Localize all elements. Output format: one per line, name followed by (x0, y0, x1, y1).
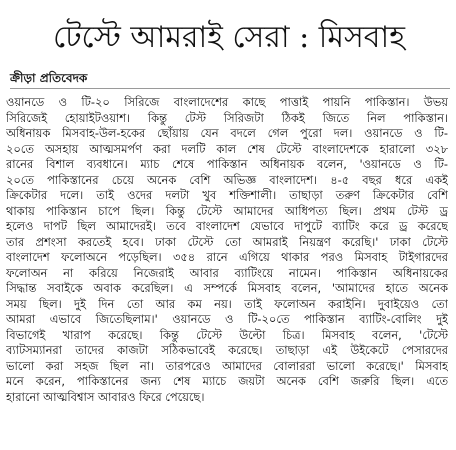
article-line: রানের বিশাল ব্যবধানে। ম্যাচ শেষে পাকিস্তান অধিনায়ক বলেন, 'ওয়ানডে ও টি- (6, 157, 448, 171)
article-line: থাকায় পাকিস্তান চাপে ছিল। কিন্তু টেস্টে আমাদের আধিপত্য ছিল। প্রথম টেস্ট ড্র (6, 203, 448, 218)
article-line: ক্রিকেটার দলে। তাই ওদের দলটা খুব শক্তিশালী। তাছাড়া তরুণ ক্রিকেটার বেশি (6, 188, 448, 202)
article-line: ফলোঅন না করিয়ে নিজেরাই আবার ব্যাটিংয়ে নামেন। পাকিস্তান অধিনায়কের (6, 265, 448, 280)
article-line: আমরা এভাবে জিতেছিলাম।' ওয়ানডে ও টি-২০তে পাকিস্তান ব্যাটিং-বোলিং দুই (6, 312, 448, 326)
article-line: বিভাগেই খারাপ করেছে। কিন্তু টেস্টে উল্টো চিত্র। মিসবাহ বলেন, 'টেস্টে (6, 327, 448, 342)
article-line: মনে করেন, পাকিস্তানের জন্য শেষ ম্যাচে জয়টা অনেক বেশি জরুরি ছিল। এতে (6, 374, 448, 388)
article-line: হলেও দাপট ছিল আমাদেরই। তবে বাংলাদেশ যেভাবে দাপুটে ব্যাটিং করে ড্র করেছে (6, 219, 448, 233)
article-line: ভালো করা সহজ ছিল না। তারপরেও আমাদের বোলাররা ভালো করেছে।' মিসবাহ (6, 358, 448, 373)
article-line: সময় ছিল। দুই দিন তো আর কম নয়। তাই ফলোঅন করাইনি। দুবাইয়েও তো (6, 296, 448, 311)
byline-divider (10, 88, 450, 89)
article-line: ২০তে অসহায় আত্মসমর্পণ করা দলটি কাল শেষ টেস্টে বাংলাদেশকে হারালো ৩২৮ (6, 141, 448, 156)
article-line: সিরিজেই হোয়াইটওয়াশ। কিন্তু টেস্ট সিরিজটা ঠিকই জিতে নিল পাকিস্তান। (6, 110, 448, 125)
article-line: ২০তে পাকিস্তানের চেয়ে অনেক বেশি অভিজ্ঞ বাংলাদেশ। ৪-৫ বছর ধরে একই (6, 172, 448, 187)
article-line: বাংলাদেশ ফলোঅনে পড়েছিল। ৩৫৪ রানে এগিয়ে থাকার পরও মিসবাহ টাইগারদের (6, 250, 448, 264)
article-body (6, 95, 448, 445)
article-line: হারানো আত্মবিশ্বাস আবারও ফিরে পেয়েছে। (6, 389, 205, 404)
article-line: ওয়ানডে ও টি-২০ সিরিজে বাংলাদেশের কাছে পাত্তাই পায়নি পাকিস্তান। উভয় (6, 95, 448, 109)
article-line: সিদ্ধান্ত সবাইকে অবাক করেছিল। এ সম্পর্কে মিসবাহ বলেন, 'আমাদের হাতে অনেক (6, 281, 448, 295)
article-byline: ক্রীড়া প্রতিবেদক (10, 71, 88, 85)
article-line: তার প্রশংসা করতেই হবে। ঢাকা টেস্টে তো আমরাই নিয়ন্ত্রণ করেছি।' ঢাকা টেস্টে (6, 234, 448, 249)
article-line: ব্যাটসম্যানরা তাদের কাজটা সঠিকভাবেই করেছে। তাছাড়া এই উইকেটে পেসারদের (6, 343, 448, 357)
article-line: অধিনায়ক মিসবাহ-উল-হকের ছোঁয়ায় যেন বদলে গেল পুরো দল। ওয়ানডে ও টি- (6, 126, 448, 140)
article-headline: টেস্টে আমরাই সেরা : মিসবাহ (53, 20, 405, 55)
